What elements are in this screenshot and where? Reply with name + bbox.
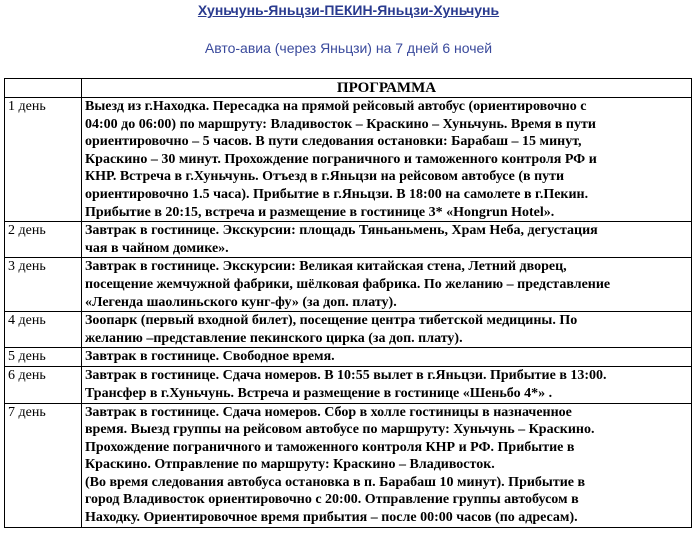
description-line: КНР. Встреча в г.Хуньчунь. Отъезд в г.Яньцзи на рейсовом автобусе (в пути <box>85 169 565 185</box>
program-row <box>5 258 692 312</box>
tour-subtitle: Авто-авиа (через Яньцзи) на 7 дней 6 ночей <box>204 40 493 56</box>
description-line: Завтрак в гостинице. Сдача номеров. В 10:55 вылет в г.Яньцзи. Прибытие в 13:00. <box>85 368 607 384</box>
day-description <box>82 403 692 527</box>
description-line: чая в чайном домике». <box>85 240 229 256</box>
description-line: 04:00 до 06:00) по маршруту: Владивосток – Краскино – Хуньчунь. Время в пути <box>85 116 596 132</box>
description-line: город Владивосток ориентировочно с 20:00. Отправление группы автобусом в <box>85 492 579 508</box>
program-row <box>5 403 692 527</box>
description-line: (Во время следования автобуса остановка в п. Барабаш 10 минут). Прибытие в <box>85 474 586 490</box>
description-line: Завтрак в гостинице. Сдача номеров. Сбор в холле гостиницы в назначенное <box>85 404 572 420</box>
day-description <box>82 312 692 348</box>
tour-title: Хуньчунь-Яньцзи-ПЕКИН-Яньцзи-Хуньчунь <box>197 2 500 18</box>
day-description <box>82 98 692 222</box>
day-label: 4 день <box>5 312 82 348</box>
description-line: желанию –представление пекинского цирка (за доп. плату). <box>85 330 463 346</box>
description-line: Зоопарк (первый входной билет), посещение центра тибетской медицины. По <box>85 313 578 329</box>
day-description <box>82 348 692 367</box>
program-header-row <box>5 79 692 98</box>
day-label: 5 день <box>5 348 82 367</box>
description-line: Трансфер в г.Хуньчунь. Встреча и размещение в гостинице «Шеньбо 4*» . <box>85 385 553 401</box>
program-heading: ПРОГРАММА <box>82 79 692 98</box>
description-line: время. Выезд группы на рейсовом автобусе по маршруту: Хуньчунь – Краскино. <box>85 422 595 438</box>
day-description <box>82 258 692 312</box>
day-description <box>82 367 692 403</box>
description-line: Завтрак в гостинице. Свободное время. <box>85 349 335 365</box>
description-line: Находку. Ориентировочное время прибытия – после 00:00 часов (по адресам). <box>85 510 578 526</box>
description-line: Завтрак в гостинице. Экскурсии: площадь Тяньаньмень, Храм Неба, дегустация <box>85 223 598 239</box>
description-line: Краскино – 30 минут. Прохождение пограничного и таможенного контроля РФ и <box>85 151 597 167</box>
program-row <box>5 348 692 367</box>
description-line: Краскино. Отправление по маршруту: Краскино – Владивосток. <box>85 457 495 473</box>
program-row <box>5 312 692 348</box>
day-description <box>82 222 692 258</box>
program-table <box>4 78 692 528</box>
day-label: 3 день <box>5 258 82 312</box>
description-line: Выезд из г.Находка. Пересадка на прямой рейсовый автобус (ориентировочно с <box>85 99 587 114</box>
description-line: Прибытие в 20:15, встреча и размещение в гостинице 3* «Hongrun Hotel». <box>85 204 555 220</box>
description-line: ориентировочно 1.5 часа). Прибытие в г.Яньцзи. В 18:00 на самолете в г.Пекин. <box>85 186 589 202</box>
program-row <box>5 367 692 403</box>
day-column-header <box>5 79 82 98</box>
description-line: посещение жемчужной фабрики, шёлковая фабрика. По желанию – представление <box>85 276 611 292</box>
description-line: ориентировочно – 5 часов. В пути следования остановки: Барабаш – 15 минут, <box>85 134 582 150</box>
day-label: 6 день <box>5 367 82 403</box>
description-line: Завтрак в гостинице. Экскурсии: Великая китайская стена, Летний дворец, <box>85 259 567 275</box>
day-label: 7 день <box>5 403 82 527</box>
day-label: 1 день <box>5 98 82 222</box>
description-line: Прохождение пограничного и таможенного контроля КНР и РФ. Прибытие в <box>85 439 575 455</box>
program-row <box>5 98 692 222</box>
description-line: «Легенда шаолиньского кунг-фу» (за доп. плату). <box>85 294 397 310</box>
program-row <box>5 222 692 258</box>
day-label: 2 день <box>5 222 82 258</box>
